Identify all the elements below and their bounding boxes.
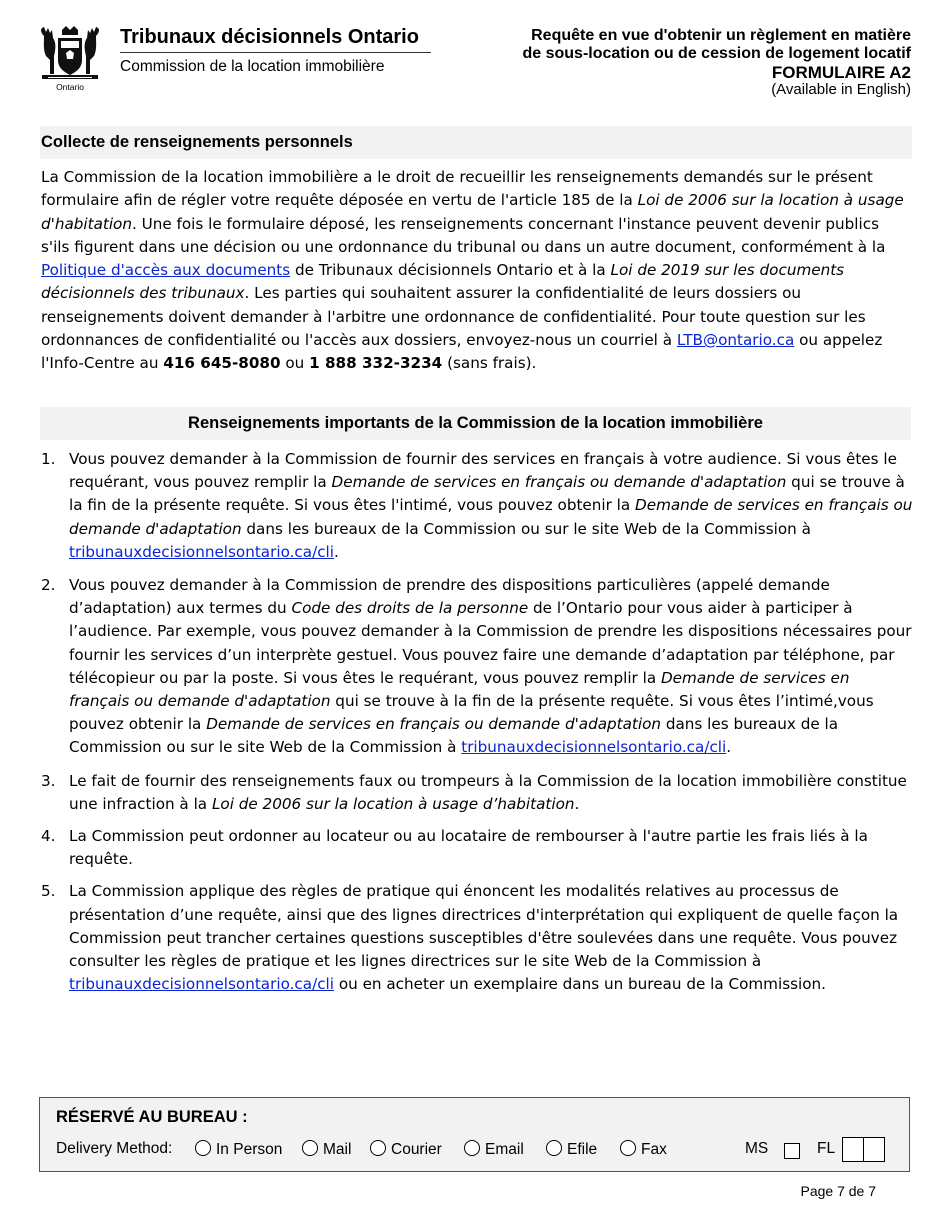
important-info-heading: Renseignements importants de la Commission de la location immobilière (40, 407, 911, 440)
email-link[interactable]: LTB@ontario.ca (676, 331, 795, 350)
ltb-website-link[interactable]: tribunauxdecisionnelsontario.ca/cli (69, 542, 334, 561)
fl-input-2[interactable] (863, 1137, 885, 1162)
delivery-option-efile[interactable] (546, 1140, 597, 1158)
ltb-website-link[interactable]: tribunauxdecisionnelsontario.ca/cli (461, 738, 727, 757)
toll-free-number: 1 888 332-3234 (309, 354, 443, 373)
form-name: Demande de services en français ou demande d'adaptation (69, 496, 913, 538)
form-name: Demande de services en français ou demande d'adaptation (206, 715, 662, 734)
option-label: Courier (391, 1141, 442, 1158)
ltb-website-link[interactable]: tribunauxdecisionnelsontario.ca/cli (69, 975, 334, 994)
text: . Une fois le formulaire déposé, les renseignements concernant l'instance peuvent devenir publics s'ils figurent dans une décision ou une ordonnance du tribunal ou dans un autre document, conformément à la (41, 214, 886, 256)
form-name: Demande de services en français ou demande d'adaptation (69, 668, 850, 711)
text: Le fait de fournir des renseignements faux ou trompeurs à la Commission de la location immobilière constitue une infraction à la (69, 771, 907, 813)
text: . (574, 794, 580, 813)
text: . (334, 542, 339, 561)
header-branding (38, 26, 433, 96)
list-item (41, 448, 913, 564)
delivery-option-mail[interactable] (302, 1140, 351, 1158)
delivery-method-label: Delivery Method: (56, 1140, 173, 1157)
radio-button[interactable] (370, 1140, 386, 1156)
code-title: Code des droits de la personne (291, 599, 529, 618)
privacy-paragraph (41, 166, 911, 376)
text: (sans frais). (442, 354, 537, 373)
important-info-list (41, 448, 913, 996)
text: dans les bureaux de la Commission ou sur le site Web de la Commission à (69, 715, 839, 757)
text: dans les bureaux de la Commission ou sur le site Web de la Commission à (241, 519, 811, 538)
option-label: Fax (641, 1141, 667, 1158)
delivery-option-fax[interactable] (620, 1140, 667, 1158)
text: qui se trouve à la fin de la présente requête. Si vous êtes l'intimé, vous pouvez obtenir la (69, 473, 905, 515)
item-number: 4. (41, 827, 56, 846)
text: La Commission applique des règles de pratique qui énoncent les modalités relatives au processus de présentation d’une requête, ainsi que des lignes directrices d'interprétation qui expliquent de quelle façon la Commission peut trancher certaines questions susceptibles d'être soulevées dans une requête. Vous pouvez consulter les règles de pratique et les lignes directrices sur le site Web de la Commission à (69, 882, 899, 971)
text: ou (280, 354, 310, 373)
radio-button[interactable] (620, 1140, 636, 1156)
item-number: 5. (41, 882, 56, 901)
list-item (41, 880, 913, 996)
radio-button[interactable] (464, 1140, 480, 1156)
form-title-line2: de sous-location ou de cession de logement locatif (522, 45, 911, 62)
ontario-coat-of-arms-icon (38, 26, 102, 94)
fl-input-1[interactable] (842, 1137, 864, 1162)
list-item (41, 825, 913, 871)
text: . Les parties qui souhaitent assurer la confidentialité de leurs dossiers ou renseignements doivent demander à l'arbitre une ordonnance de confidentialité. Pour toute question sur les ordonnances de confidentialité ou l'accès aux dossiers, envoyez-nous un courriel à (41, 284, 866, 350)
delivery-option-email[interactable] (464, 1140, 524, 1158)
text: La Commission de la location immobilière a le droit de recueillir les renseignements demandés sur le présent formulaire afin de régler votre requête déposée en vertu de l'article 185 de la (41, 168, 873, 210)
text: La Commission peut ordonner au locateur ou au locataire de rembourser à l'autre partie les frais liés à la requête. (69, 827, 868, 869)
fl-label: FL (817, 1140, 836, 1157)
privacy-heading: Collecte de renseignements personnels (40, 126, 912, 159)
language-availability: (Available in English) (771, 81, 911, 98)
radio-button[interactable] (195, 1140, 211, 1156)
page-number: Page 7 de 7 (800, 1183, 876, 1199)
ms-label: MS (745, 1140, 769, 1157)
org-name: Tribunaux décisionnels Ontario (120, 26, 419, 48)
item-number: 3. (41, 771, 56, 790)
form-code: FORMULAIRE A2 (771, 63, 911, 82)
list-item (41, 770, 913, 816)
delivery-option-courier[interactable] (370, 1140, 442, 1158)
phone-number: 416 645-8080 (163, 354, 281, 373)
text: . (726, 738, 732, 757)
list-item (41, 574, 913, 760)
radio-button[interactable] (302, 1140, 318, 1156)
option-label: Mail (323, 1141, 352, 1158)
text: Vous pouvez demander à la Commission de fournir des services en français à votre audience. Si vous êtes le requérant, vous pouvez remplir la (69, 450, 897, 492)
item-number: 2. (41, 576, 56, 595)
access-policy-link[interactable]: Politique d'accès aux documents (41, 261, 291, 280)
form-title-line1: Requête en vue d'obtenir un règlement en matière (531, 27, 911, 44)
header-divider (120, 52, 431, 53)
option-label: In Person (216, 1141, 283, 1158)
org-subtitle: Commission de la location immobilière (120, 58, 385, 75)
office-use-title: RÉSERVÉ AU BUREAU : (56, 1108, 248, 1126)
office-use-box (39, 1097, 910, 1172)
option-label: Efile (567, 1141, 598, 1158)
option-label: Email (485, 1141, 524, 1158)
form-name: Demande de services en français ou demande d'adaptation (331, 473, 787, 492)
act-title: Loi de 2019 sur les documents décisionnels des tribunaux (41, 261, 845, 303)
act-title: Loi de 2006 sur la location à usage d'habitation (41, 191, 904, 233)
text: Vous pouvez demander à la Commission de prendre des dispositions particulières (appelé demande d’adaptation) aux termes du (69, 576, 830, 618)
item-number: 1. (41, 450, 56, 468)
radio-button[interactable] (546, 1140, 562, 1156)
delivery-option-in-person[interactable] (195, 1140, 282, 1158)
text: ou appelez l'Info-Centre au (41, 331, 883, 373)
text: de Tribunaux décisionnels Ontario et à la (290, 261, 611, 280)
text: qui se trouve à la fin de la présente requête. Si vous êtes l’intimé,vous pouvez obtenir la (69, 692, 874, 734)
form-title-block (522, 27, 911, 98)
text: de l’Ontario pour vous aider à participer à l’audience. Par exemple, vous pouvez demander à la Commission de prendre les dispositions nécessaires pour fournir les services d’un interprète gestuel. Vous pouvez faire une demande d’adaptation par téléphone, par télécopieur ou par la poste. Si vous êtes le requérant, vous pouvez remplir la (69, 599, 912, 687)
act-title: Loi de 2006 sur la location à usage d’habitation (211, 794, 575, 813)
logo-caption: Ontario (56, 82, 84, 92)
ms-checkbox[interactable] (784, 1143, 800, 1159)
text: ou en acheter un exemplaire dans un bureau de la Commission. (334, 975, 826, 994)
